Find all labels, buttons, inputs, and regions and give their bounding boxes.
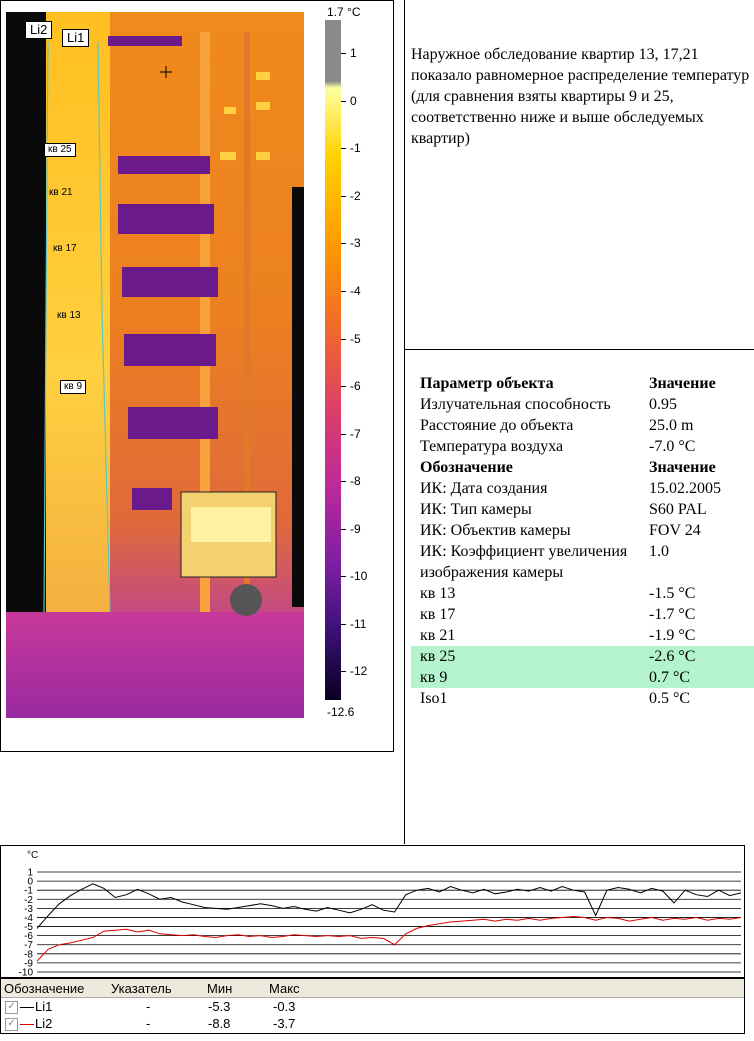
row-line-swatch <box>20 1007 34 1008</box>
scale-tick <box>341 243 346 244</box>
scale-tick <box>341 196 346 197</box>
chart-series-li2 <box>37 917 741 962</box>
scale-tick <box>341 339 346 340</box>
profile-cell-min: -5.3 <box>208 999 231 1014</box>
param-name: ИК: Тип камеры <box>420 501 532 518</box>
param-row <box>411 415 754 436</box>
param-value: 0.5 °C <box>649 690 691 707</box>
scale-tick <box>341 434 346 435</box>
profile-cell-max: -3.7 <box>273 1016 296 1031</box>
scale-tick-label: -3 <box>350 236 361 251</box>
param-value: 0.95 <box>649 396 677 413</box>
param-name: кв 21 <box>420 627 456 644</box>
spot-label-kv25: кв 25 <box>44 143 76 157</box>
param-row <box>411 436 754 457</box>
param-value: -2.6 °C <box>640 646 754 667</box>
scale-tick-label: -8 <box>350 474 361 489</box>
param-row <box>411 583 754 604</box>
param-row <box>411 541 754 583</box>
param-value: -1.9 °C <box>649 627 696 644</box>
param-name: Параметр объекта <box>420 375 554 392</box>
line-label-li1: Li1 <box>62 29 89 47</box>
chart-y-tick-label: -9 <box>24 958 33 970</box>
profile-cell-max: -0.3 <box>273 999 296 1014</box>
chart-y-tick-label: -6 <box>24 931 33 943</box>
header-max: Макс <box>269 981 300 996</box>
scale-tick-label: -9 <box>350 521 361 536</box>
parameter-table <box>411 373 754 709</box>
param-name: ИК: Коэффициент увеличения изображения камеры <box>420 543 628 581</box>
scale-tick-label: -5 <box>350 331 361 346</box>
chart-y-tick-label: -7 <box>24 940 33 952</box>
profile-cell-name: Li1 <box>35 999 53 1014</box>
param-name: Излучательная способность <box>420 396 611 413</box>
profile-cell-min: -8.8 <box>208 1016 231 1031</box>
param-value: -7.0 °C <box>649 438 696 455</box>
param-name: кв 25 <box>411 646 640 667</box>
building-thermal-picture <box>6 12 304 718</box>
header-pointer: Указатель <box>111 981 172 996</box>
param-name: кв 13 <box>420 585 456 602</box>
param-row <box>411 394 754 415</box>
param-value: Значение <box>649 375 716 392</box>
scale-min-label: -12.6 <box>327 705 355 719</box>
chart-y-tick-label: -4 <box>24 912 33 924</box>
chart-y-unit: °C <box>27 850 39 861</box>
scale-tick <box>341 148 346 149</box>
row-visibility-checkbox[interactable]: ✓ <box>5 1001 18 1014</box>
scale-tick-label: -4 <box>350 284 361 299</box>
scale-tick-label: -6 <box>350 379 361 394</box>
row-line-swatch <box>20 1024 34 1025</box>
param-value: 25.0 m <box>649 417 694 434</box>
scale-tick-label: -2 <box>350 188 361 203</box>
scale-tick <box>341 101 346 102</box>
param-row <box>411 625 754 646</box>
param-row <box>411 688 754 709</box>
param-value: S60 PAL <box>649 501 707 518</box>
param-name: кв 17 <box>420 606 456 623</box>
profile-chart <box>0 845 745 978</box>
scale-tick <box>341 671 346 672</box>
param-row <box>411 457 754 478</box>
scale-tick-label: -1 <box>350 141 361 156</box>
scale-tick-label: -7 <box>350 426 361 441</box>
header-name: Обозначение <box>4 981 85 996</box>
param-name: Обозначение <box>420 459 513 476</box>
chart-y-tick-label: -3 <box>24 903 33 915</box>
param-name: кв 9 <box>411 667 640 688</box>
row-visibility-checkbox[interactable]: ✓ <box>5 1018 18 1031</box>
line-label-li2: Li2 <box>25 21 52 39</box>
scale-tick <box>341 529 346 530</box>
scale-tick <box>341 291 346 292</box>
chart-y-tick-label: -8 <box>24 949 33 961</box>
scale-tick-label: 1 <box>350 46 357 61</box>
param-row <box>411 646 754 667</box>
param-row <box>411 478 754 499</box>
param-name: ИК: Дата создания <box>420 480 548 497</box>
scale-tick-label: -11 <box>350 616 367 631</box>
profile-cell-name: Li2 <box>35 1016 53 1031</box>
thermogram-image <box>6 12 304 718</box>
scale-tick <box>341 481 346 482</box>
temperature-color-scale <box>325 20 341 700</box>
chart-y-tick-label: -10 <box>18 967 33 977</box>
params-divider <box>404 350 405 844</box>
param-row <box>411 604 754 625</box>
scale-tick <box>341 576 346 577</box>
profile-cell-pointer: - <box>146 999 151 1014</box>
profile-table-header <box>1 979 744 998</box>
spot-label-kv17: кв 17 <box>53 243 77 254</box>
chart-y-tick-label: -2 <box>24 894 33 906</box>
chart-y-tick-label: 0 <box>27 876 33 888</box>
param-value: -1.7 °C <box>649 606 696 623</box>
scale-tick <box>341 53 346 54</box>
scale-tick <box>341 386 346 387</box>
param-value: -1.5 °C <box>649 585 696 602</box>
scale-max-label: 1.7 °C <box>327 5 361 19</box>
scale-tick-label: -10 <box>350 569 368 584</box>
param-value: 1.0 <box>649 543 669 560</box>
profile-chart-svg <box>1 846 744 977</box>
param-row <box>411 373 754 394</box>
param-row <box>411 499 754 520</box>
param-value: FOV 24 <box>649 522 701 539</box>
param-name: Температура воздуха <box>420 438 564 455</box>
scale-tick-label: 0 <box>350 93 357 108</box>
param-row <box>411 667 754 688</box>
header-min: Мин <box>207 981 233 996</box>
param-value: 15.02.2005 <box>649 480 721 497</box>
param-name: Iso1 <box>420 690 448 707</box>
chart-y-tick-label: -1 <box>24 885 33 897</box>
spot-label-kv13: кв 13 <box>57 310 81 321</box>
scale-tick <box>341 624 346 625</box>
param-value: Значение <box>649 459 716 476</box>
chart-y-tick-label: -5 <box>24 922 33 934</box>
chart-y-tick-label: 1 <box>27 867 33 879</box>
param-value: 0.7 °C <box>640 667 754 688</box>
spot-label-kv9: кв 9 <box>60 380 86 394</box>
spot-label-kv21: кв 21 <box>49 187 73 198</box>
param-name: Расстояние до объекта <box>420 417 574 434</box>
profile-cell-pointer: - <box>146 1016 151 1031</box>
param-name: ИК: Объектив камеры <box>420 522 571 539</box>
param-row <box>411 520 754 541</box>
profile-lines-table <box>0 978 745 1034</box>
description-text: Наружное обследование квартир 13, 17,21 показало равномерное распределение температур (для сравнения взяты квартиры 9 и 25, соответственно ниже и выше обследуемых квартир) <box>411 46 750 147</box>
scale-tick-label: -12 <box>350 664 368 679</box>
